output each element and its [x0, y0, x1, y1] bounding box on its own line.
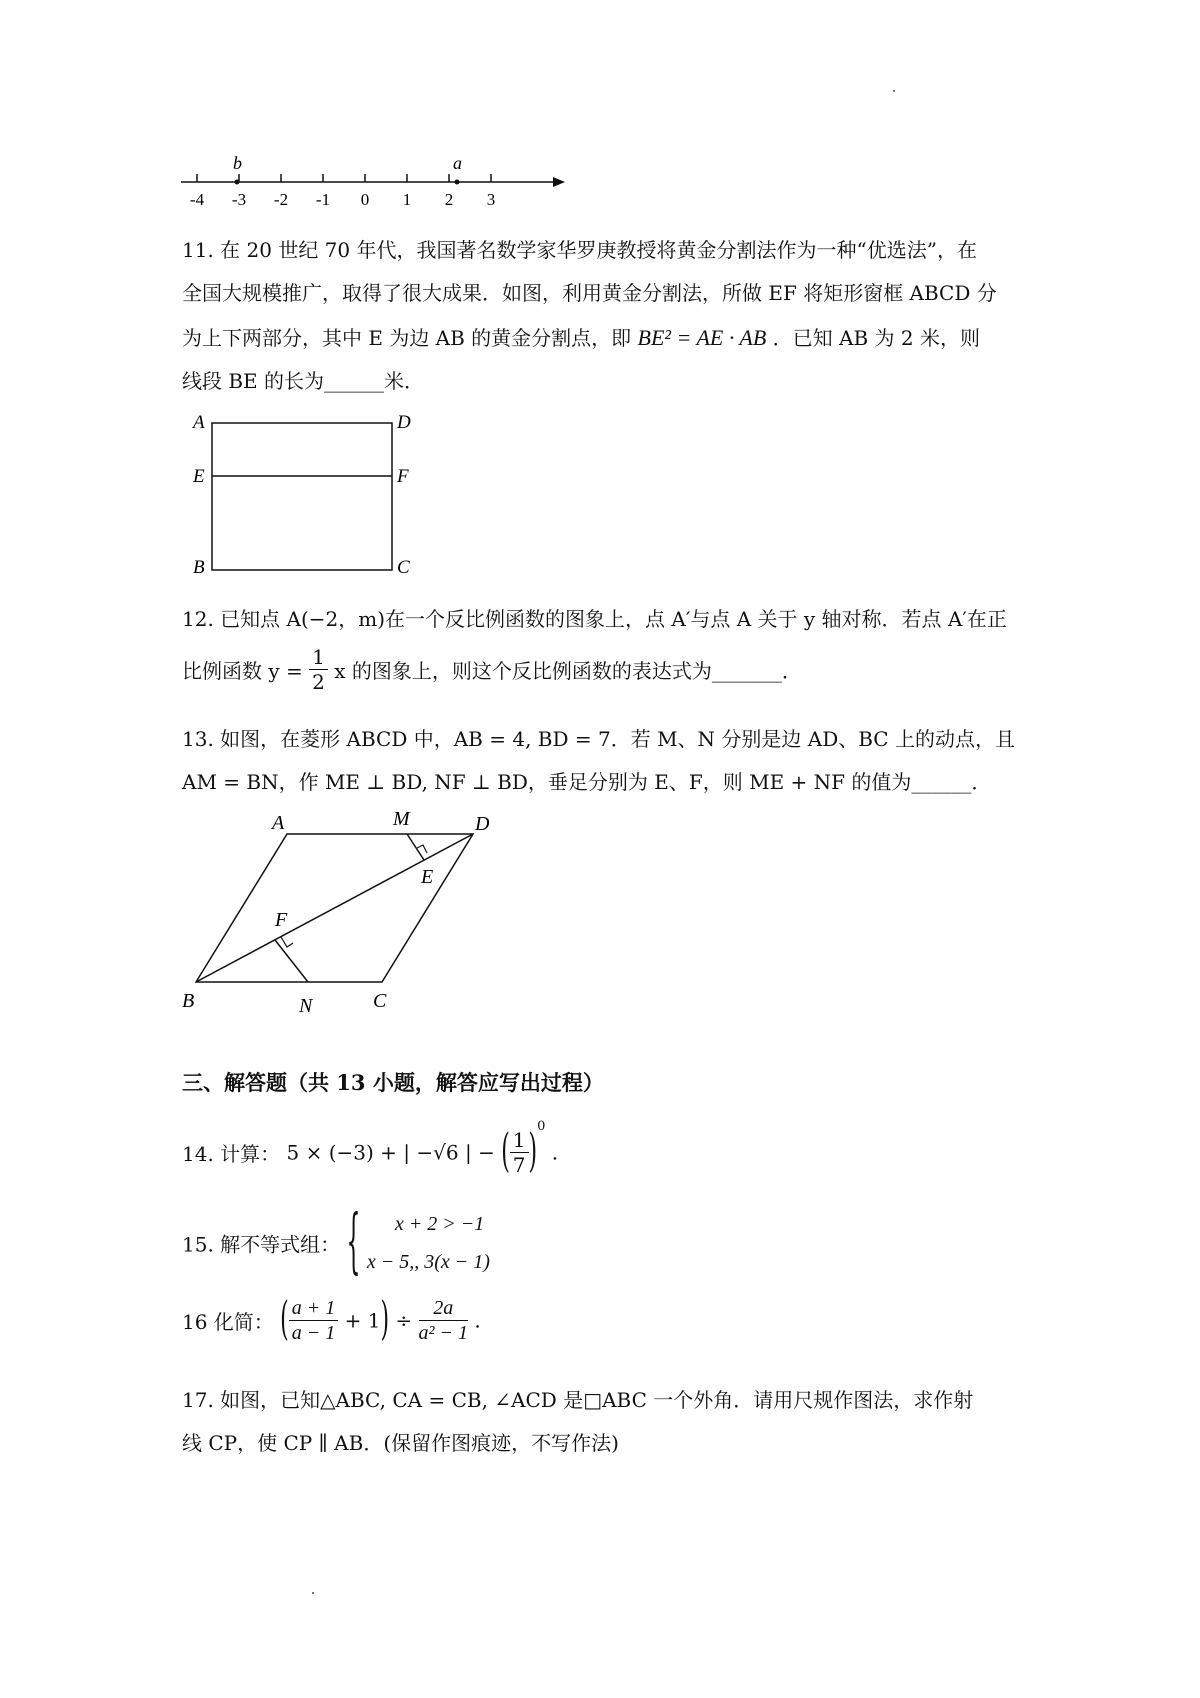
- q15-brace: {: [346, 1203, 361, 1283]
- number-line-arrow-icon: [553, 177, 565, 187]
- q13-line-2: AM = BN，作 ME ⊥ BD, NF ⊥ BD，垂足分别为 E、F，则 ME + NF 的值为______．: [182, 770, 992, 794]
- label-c: C: [373, 990, 387, 1012]
- label-m: M: [393, 808, 410, 830]
- label-a: A: [193, 412, 205, 433]
- q14-left-paren: (: [501, 1126, 510, 1179]
- q14: [182, 1119, 559, 1179]
- q11-line-3-text: 为上下两部分，其中 E 为边 AB 的黄金分割点，即: [182, 326, 632, 350]
- q14-expr: 5 × (−3) + | −√6 | −: [286, 1140, 495, 1165]
- q16: [182, 1296, 481, 1345]
- q16-frac2-den: a² − 1: [418, 1322, 469, 1344]
- tick-label: -1: [315, 190, 331, 209]
- q14-frac-den: 7: [512, 1153, 526, 1177]
- section-heading: 三、解答题（共 13 小题，解答应写出过程）: [182, 1070, 604, 1095]
- label-b: B: [182, 990, 195, 1012]
- q15-prefix: 15. 解不等式组：: [182, 1232, 341, 1257]
- q14-frac-num: 1: [510, 1128, 529, 1153]
- q16-plus-one: + 1: [344, 1308, 381, 1333]
- q12-frac-den: 2: [312, 670, 325, 694]
- point-a-label: a: [453, 153, 462, 173]
- tick-label: 2: [444, 190, 454, 209]
- q16-div: ÷: [395, 1308, 413, 1333]
- scan-dot-top: [893, 90, 895, 92]
- number-line-figure: [175, 150, 575, 210]
- q11-formula: BE² = AE · AB: [637, 325, 767, 350]
- q12-frac-num: 1: [309, 645, 328, 670]
- tick-label: 1: [402, 190, 412, 209]
- tick-label: -2: [273, 190, 289, 209]
- q11-line-3: [182, 322, 980, 351]
- q14-suffix: .: [551, 1140, 559, 1165]
- q14-right-paren: ): [528, 1126, 538, 1179]
- q16-fraction-2: [419, 1296, 469, 1345]
- q12-fraction: [309, 645, 328, 694]
- q15-ineq-1: x + 2 > −1: [394, 1213, 485, 1235]
- label-d: D: [475, 813, 490, 835]
- q16-right-paren: ): [380, 1294, 390, 1347]
- scan-dot-bottom: [312, 1592, 314, 1594]
- window-frame-rect: [212, 423, 392, 570]
- diagonal-bd: [196, 834, 473, 982]
- tick-label: -4: [189, 190, 205, 209]
- label-c: C: [397, 557, 410, 578]
- segment-nf: [275, 940, 308, 982]
- label-f: F: [275, 909, 288, 931]
- q12-line-2-end: x 的图象上，则这个反比例函数的表达式为_______．: [334, 659, 802, 683]
- label-d: D: [397, 412, 411, 433]
- q16-frac1-num: a + 1: [289, 1296, 339, 1321]
- q15-ineq-2: x − 5,, 3(x − 1): [366, 1251, 490, 1273]
- q17-line-1: 17. 如图，已知△ABC, CA = CB, ∠ACD 是□ABC 一个外角．请用尺规作图法，求作射: [182, 1388, 974, 1412]
- number-line-ticks: [190, 174, 495, 209]
- q11-line-1: 11. 在 20 世纪 70 年代，我国著名数学家华罗庚教授将黄金分割法作为一种“优选法”，在: [182, 238, 977, 262]
- golden-rectangle-figure: [185, 408, 425, 578]
- q15: [182, 1205, 490, 1281]
- label-a: A: [272, 812, 285, 834]
- label-e: E: [193, 466, 205, 487]
- q16-frac2-num: 2a: [419, 1296, 469, 1321]
- q16-suffix: .: [474, 1308, 481, 1333]
- q11-line-4: 线段 BE 的长为______米．: [182, 369, 425, 393]
- point-a-dot: [455, 180, 460, 185]
- q16-prefix: 16 化简：: [182, 1310, 274, 1334]
- q17-line-2: 线 CP，使 CP ∥ AB．(保留作图痕迹，不写作法): [182, 1431, 619, 1455]
- label-b: B: [193, 557, 205, 578]
- q14-fraction: [510, 1128, 529, 1177]
- label-f: F: [397, 466, 409, 487]
- q16-frac1-den: a − 1: [291, 1322, 336, 1344]
- q16-fraction-1: [289, 1296, 339, 1345]
- q16-left-paren: (: [280, 1294, 289, 1347]
- q13-line-1: 13. 如图，在菱形 ABCD 中，AB = 4, BD = 7．若 M、N 分别是边 AD、BC 上的动点，且: [182, 727, 1015, 751]
- q14-exponent: 0: [537, 1119, 546, 1135]
- right-angle-mark-f: [281, 937, 293, 947]
- point-b-label: b: [233, 153, 242, 173]
- q12-line-2: [182, 645, 802, 694]
- label-e: E: [421, 866, 434, 888]
- label-n: N: [299, 995, 313, 1017]
- q12-line-2-text: 比例函数 y =: [182, 659, 303, 683]
- q11-line-3-end: ．已知 AB 为 2 米，则: [772, 326, 980, 350]
- tick-label: -3: [231, 190, 247, 209]
- q12-line-1: 12. 已知点 A(−2，m)在一个反比例函数的图象上，点 A′与点 A 关于 y 轴对称．若点 A′在正: [182, 607, 1007, 631]
- q14-prefix: 14. 计算：: [182, 1142, 281, 1166]
- tick-label: 0: [360, 190, 370, 209]
- rhombus-figure: [175, 800, 515, 1020]
- segment-me: [407, 834, 424, 860]
- point-b-dot: [235, 180, 240, 185]
- tick-label: 3: [486, 190, 496, 209]
- q11-line-2: 全国大规模推广，取得了很大成果．如图，利用黄金分割法，所做 EF 将矩形窗框 ABCD 分: [182, 281, 997, 305]
